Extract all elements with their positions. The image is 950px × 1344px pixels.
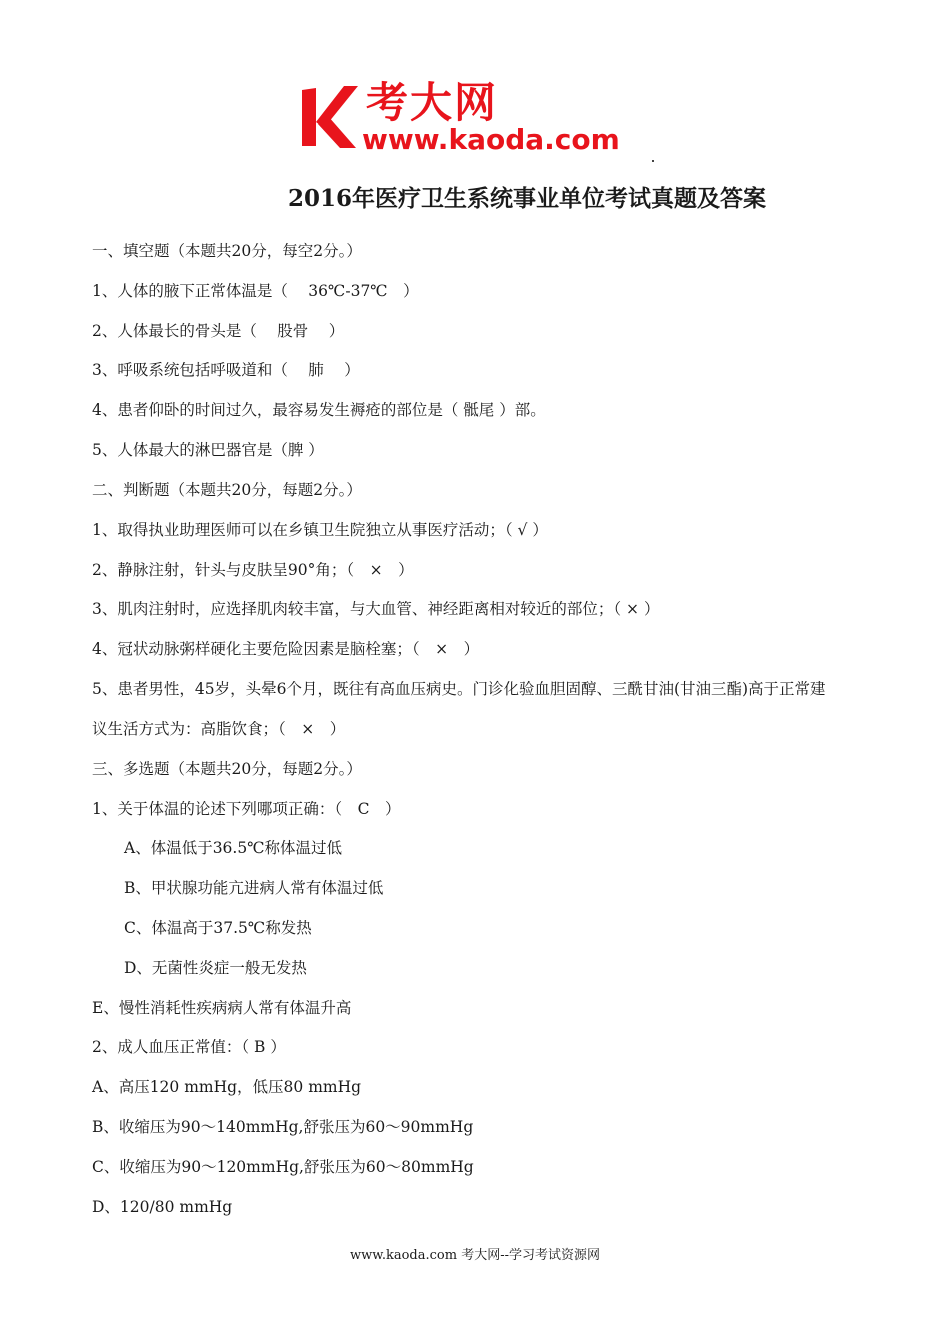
question-line: 4、患者仰卧的时间过久，最容易发生褥疮的部位是（ 骶尾 ）部。: [92, 401, 546, 419]
question-line: 3、呼吸系统包括呼吸道和（ 肺 ）: [92, 361, 360, 379]
option-line: D、120/80 mmHg: [92, 1198, 233, 1216]
kaoda-logo: [298, 80, 618, 160]
question-line: 1、取得执业助理医师可以在乡镇卫生院独立从事医疗活动；（ √ ）: [92, 521, 548, 539]
question-line: 2、成人血压正常值：（ B ）: [92, 1038, 286, 1056]
question-line: 5、患者男性，45岁，头晕6个月，既往有高血压病史。门诊化验血胆固醇、三酰甘油(甘油三酯)高于正常建: [92, 680, 826, 698]
logo-chinese-text: 考大网: [366, 78, 499, 127]
question-line: 3、肌肉注射时，应选择肌肉较丰富，与大血管、神经距离相对较近的部位；（ × ）: [92, 600, 660, 618]
option-line: B、甲状腺功能亢进病人常有体温过低: [124, 879, 384, 897]
question-line: 4、冠状动脉粥样硬化主要危险因素是脑栓塞；（ × ）: [92, 640, 480, 658]
page-footer: www.kaoda.com 考大网--学习考试资源网: [350, 1248, 600, 1263]
question-line: 1、人体的腋下正常体温是（ 36℃-37℃ ）: [92, 282, 419, 300]
question-line: 5、人体最大的淋巴器官是（脾 ）: [92, 441, 324, 459]
option-line: D、无菌性炎症一般无发热: [124, 959, 307, 977]
section-heading: 二、判断题（本题共20分，每题2分。）: [92, 481, 362, 499]
question-line: 1、关于体温的论述下列哪项正确：（ C ）: [92, 800, 401, 818]
logo-url-text: www.kaoda.com: [362, 123, 620, 156]
stray-dot: [652, 160, 654, 162]
option-line: E、慢性消耗性疾病病人常有体温升高: [92, 999, 352, 1017]
question-line: 2、人体最长的骨头是（ 股骨 ）: [92, 322, 345, 340]
option-line: A、高压120 mmHg，低压80 mmHg: [92, 1078, 362, 1096]
option-line: C、收缩压为90～120mmHg,舒张压为60～80mmHg: [92, 1158, 474, 1176]
option-line: B、收缩压为90～140mmHg,舒张压为60～90mmHg: [92, 1118, 474, 1136]
section-heading: 一、填空题（本题共20分，每空2分。）: [92, 242, 362, 260]
logo-k-icon: [298, 82, 362, 152]
option-line: C、体温高于37.5℃称发热: [124, 919, 312, 937]
question-line: 2、静脉注射，针头与皮肤呈90°角；（ × ）: [92, 561, 414, 579]
section-heading: 三、多选题（本题共20分，每题2分。）: [92, 760, 362, 778]
question-line: 议生活方式为：高脂饮食；（ × ）: [92, 720, 346, 738]
page-title: 2016年医疗卫生系统事业单位考试真题及答案: [288, 185, 767, 212]
option-line: A、体温低于36.5℃称体温过低: [124, 839, 343, 857]
